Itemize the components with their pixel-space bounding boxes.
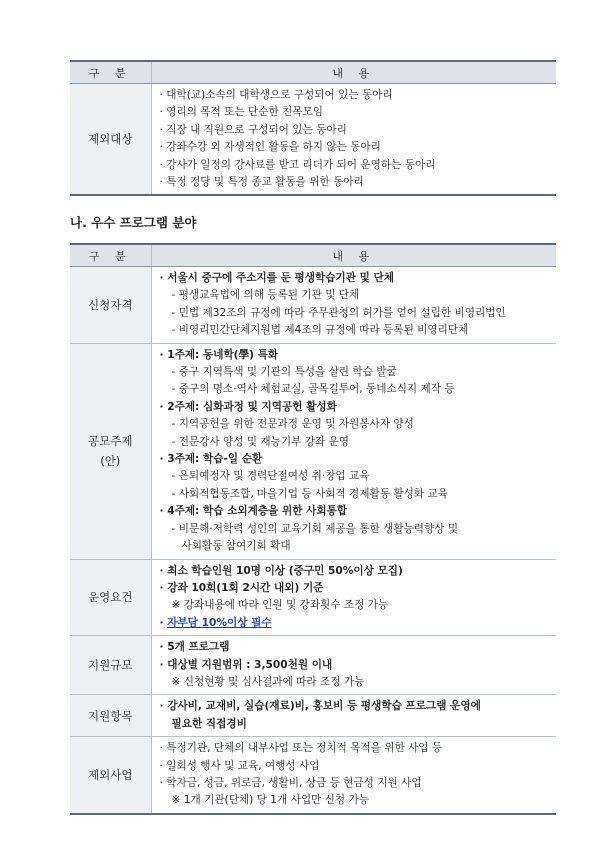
row-label-line: 공모주제 [88,434,133,449]
content-line: · 강좌수강 외 자생적인 활동을 하지 않는 동아리 [159,141,381,154]
content-line: · 4주제: 학습 소외계층을 위한 사회통합 [159,505,348,518]
row-label: 지원규모 [70,636,151,695]
row-label: 지원항목 [70,695,151,737]
row-label [70,343,151,559]
content-line: - 중구 지역특색 및 기관의 특성을 살린 학습 발굴 [171,366,397,379]
content-line: - 비문해·저학력 성인의 교육기회 제공을 통한 생활능력향상 및 [171,522,459,535]
row-content [151,343,556,559]
row-label: 신청자격 [70,267,151,344]
content-line: - 평생교육법에 의해 등록된 기관 및 단체 [171,289,360,302]
table-header [70,244,556,267]
table-header [70,61,556,84]
row-content [151,267,556,344]
section-title: 나. 우수 프로그램 분야 [70,215,197,230]
table-row [70,737,556,814]
content-line: ※ 1개 기관(단체) 당 1개 사업만 신청 가능 [171,794,369,807]
content-line: - 중구의 명소·역사 체험교실, 골목길투어, 동네소식지 제작 등 [171,383,455,396]
header-category: 구 분 [70,61,151,84]
excellent-program-table [70,243,556,815]
content-line: · 영리의 목적 또는 단순한 친목모임 [159,106,323,119]
table-row [70,636,556,695]
content-line: · 강좌 10회(1회 2시간 내외) 기준 [159,581,324,594]
content-line: · 대상별 지원범위 : 3,500천원 이내 [159,658,333,671]
content-line: · 일회성 행사 및 교육, 여행성 사업 [159,759,320,772]
content-line: - 민법 제32조의 규정에 따라 주무관청의 허가를 얻어 설립한 비영리법인 [171,306,506,319]
content-line: - 은퇴예정자 및 경력단절여성 취·창업 교육 [171,470,370,483]
content-line: 필요한 직접경비 [171,717,247,730]
content-line: · 특정기관, 단체의 내부사업 또는 정치적 목적을 위한 사업 등 [159,742,443,755]
header-category: 구 분 [70,244,151,267]
table-row [70,84,556,196]
row-label-line: (안) [100,454,121,469]
content-line: · 직장 내 직원으로 구성되어 있는 동아리 [159,123,347,136]
content-line: - 지역공헌을 위한 전문과정 운영 및 자원봉사자 양성 [171,418,414,431]
exclusion-table [70,60,556,196]
content-line: 사회활동 참여기회 확대 [181,540,291,553]
content-line: - 비영리민간단체지원법 제4조의 규정에 따라 등록된 비영리단체 [171,324,469,337]
table-row [70,343,556,559]
content-line: - 사회적협동조합, 마을기업 등 사회적 경제활동 활성화 교육 [171,487,448,500]
header-content: 내 용 [151,244,556,267]
self-pay-requirement: 자부담 10%이상 필수 [167,616,272,629]
content-line: ※ 강좌내용에 따라 인원 및 강좌횟수 조정 가능 [171,599,389,612]
row-content [151,84,556,196]
content-line: · 서울시 중구에 주소지를 둔 평생학습기관 및 단체 [159,272,395,284]
table-row [70,267,556,344]
row-label: 운영요건 [70,559,151,636]
row-content [151,636,556,695]
table-row [70,695,556,737]
content-line: · 학자금, 성금, 위로금, 생활비, 상금 등 현금성 지원 사업 [159,776,422,789]
content-line: · 최소 학습인원 10명 이상 (중구민 50%이상 모집) [159,564,403,577]
content-line: · 1주제: 동네학(學) 특화 [159,348,279,361]
content-line: · 3주제: 학습-일 순환 [159,453,263,466]
content-line: - 전문강사 양성 및 재능기부 강좌 운영 [171,435,350,448]
row-content [151,737,556,814]
content-line: · 2주제: 심화과정 및 지역공헌 활성화 [159,400,337,413]
row-content [151,559,556,636]
row-label: 제외사업 [70,737,151,814]
content-line: · 특정 정당 및 특정 종교 활동을 위한 동아리 [159,176,364,189]
row-content [151,695,556,737]
content-line: ※ 신청현황 및 심사결과에 따라 조정 가능 [171,675,365,688]
bullet: · [159,616,168,629]
content-line: · 강사가 일정의 강사료를 받고 리더가 되어 운영하는 동아리 [159,158,436,171]
table-row [70,559,556,636]
row-label: 제외대상 [70,84,151,196]
header-content: 내 용 [151,61,556,84]
content-line: · 강사비, 교재비, 실습(재료)비, 홍보비 등 평생학습 프로그램 운영에 [159,700,481,713]
content-line: · 대학(교)소속의 대학생으로 구성되어 있는 동아리 [159,89,393,101]
content-line [160,615,557,632]
content-line: · 5개 프로그램 [159,641,230,654]
